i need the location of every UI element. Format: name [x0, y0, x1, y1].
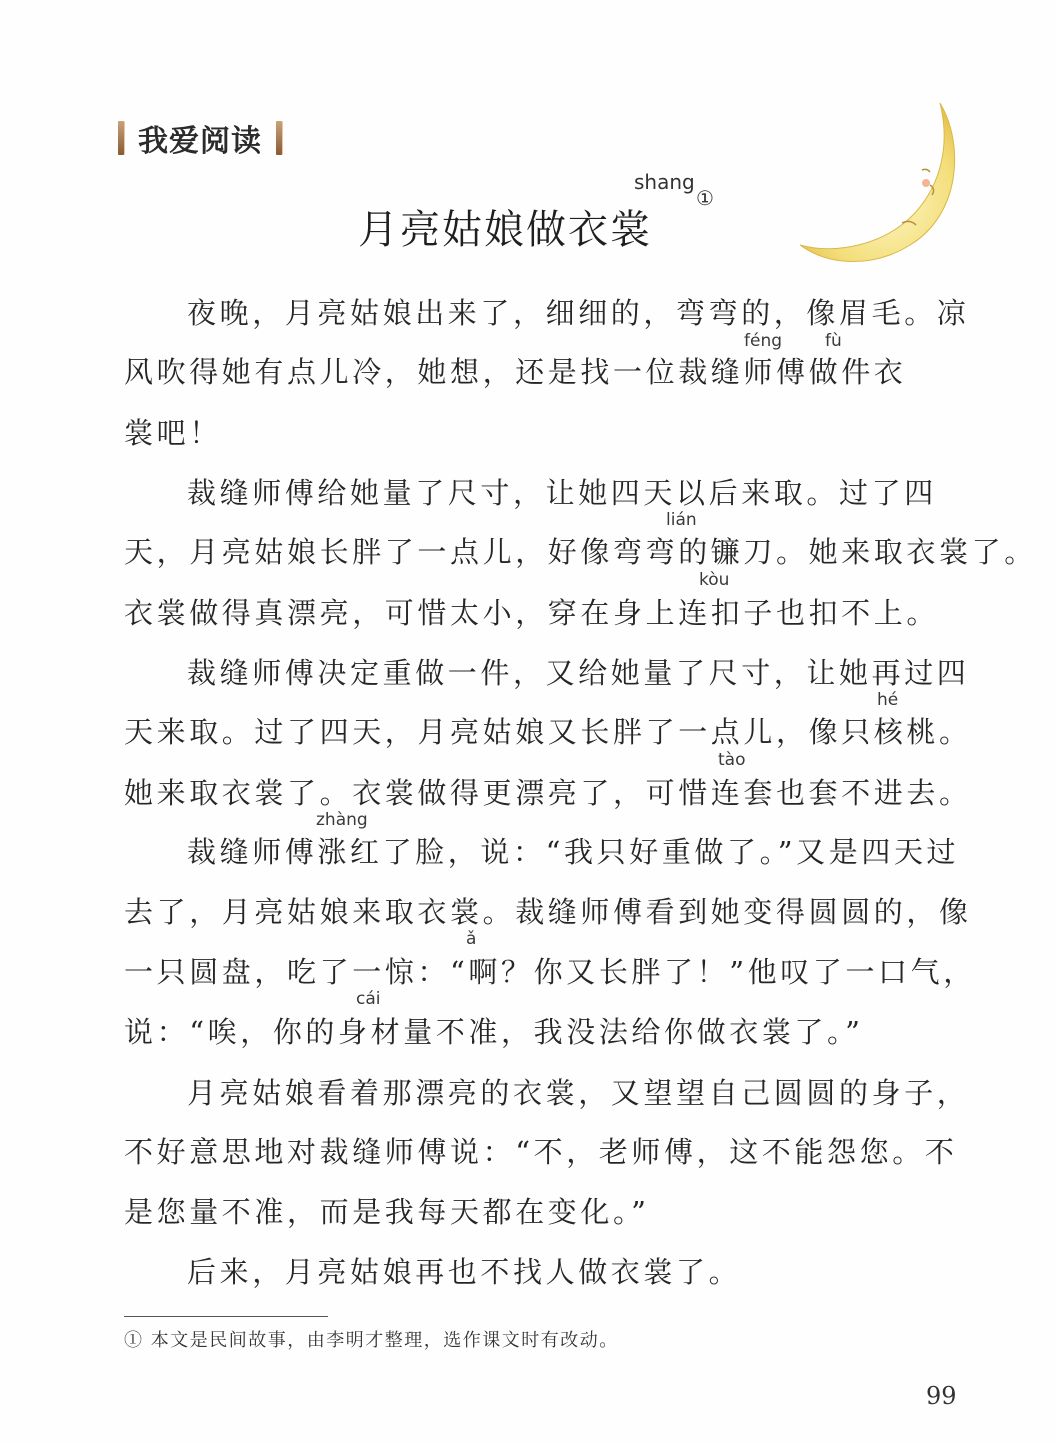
text-line-9: 她来取衣裳了。衣裳做得更漂亮了，可惜连套也套不进去。 — [124, 776, 972, 810]
text-line-15: 不好意思地对裁缝师傅说：“不，老师傅，这不能怨您。不 — [124, 1135, 958, 1169]
pinyin-kou: kòu — [699, 570, 730, 590]
text-line-10: 裁缝师傅涨红了脸，说：“我只好重做了。”又是四天过 — [187, 835, 960, 869]
text-line-1: 夜晚，月亮姑娘出来了，细细的，弯弯的，像眉毛。凉 — [187, 296, 970, 330]
text-line-11: 去了，月亮姑娘来取衣裳。裁缝师傅看到她变得圆圆的，像 — [124, 895, 972, 929]
pinyin-lian: lián — [666, 510, 697, 530]
section-label-text: 我爱阅读 — [138, 124, 262, 159]
section-bar-left — [118, 121, 124, 155]
pinyin-cai: cái — [356, 989, 381, 1009]
footnote-divider — [124, 1316, 328, 1317]
text-line-3: 裳吧！ — [124, 416, 222, 450]
footnote: ① 本文是民间故事，由李明才整理，选作课文时有改动。 — [124, 1330, 619, 1351]
title-pinyin: shang — [634, 170, 695, 194]
text-line-6: 衣裳做得真漂亮，可惜太小，穿在身上连扣子也扣不上。 — [124, 596, 940, 630]
text-line-17: 后来，月亮姑娘再也不找人做衣裳了。 — [187, 1255, 742, 1289]
section-label — [118, 116, 282, 160]
section-bar-right — [276, 121, 282, 155]
text-line-13: 说：“唉，你的身材量不准，我没法给你做衣裳了。” — [124, 1015, 864, 1049]
text-line-4: 裁缝师傅给她量了尺寸，让她四天以后来取。过了四 — [187, 476, 937, 510]
pinyin-fu: fù — [825, 331, 842, 351]
pinyin-a: ǎ — [466, 929, 477, 949]
text-line-12: 一只圆盘，吃了一惊：“啊？你又长胖了！”他叹了一口气， — [124, 955, 976, 989]
pinyin-zhang: zhàng — [316, 810, 368, 830]
pinyin-feng: féng — [744, 331, 783, 351]
text-line-16: 是您量不准，而是我每天都在变化。” — [124, 1195, 650, 1229]
text-line-8: 天来取。过了四天，月亮姑娘又长胖了一点儿，像只核桃。 — [124, 715, 972, 749]
title-footnote-mark: ① — [696, 186, 714, 210]
page-number: 99 — [926, 1382, 957, 1410]
text-line-14: 月亮姑娘看着那漂亮的衣裳，又望望自己圆圆的身子， — [187, 1076, 970, 1110]
text-line-2: 风吹得她有点儿冷，她想，还是找一位裁缝师傅做件衣 — [124, 355, 907, 389]
text-line-7: 裁缝师傅决定重做一件，又给她量了尺寸，让她再过四 — [187, 656, 970, 690]
pinyin-tao: tào — [718, 750, 746, 770]
pinyin-he: hé — [877, 690, 899, 710]
text-line-5: 天，月亮姑娘长胖了一点儿，好像弯弯的镰刀。她来取衣裳了。 — [124, 535, 1037, 569]
page-title: 月亮姑娘做衣裳 — [358, 207, 652, 253]
crescent-moon-illustration — [790, 95, 965, 275]
